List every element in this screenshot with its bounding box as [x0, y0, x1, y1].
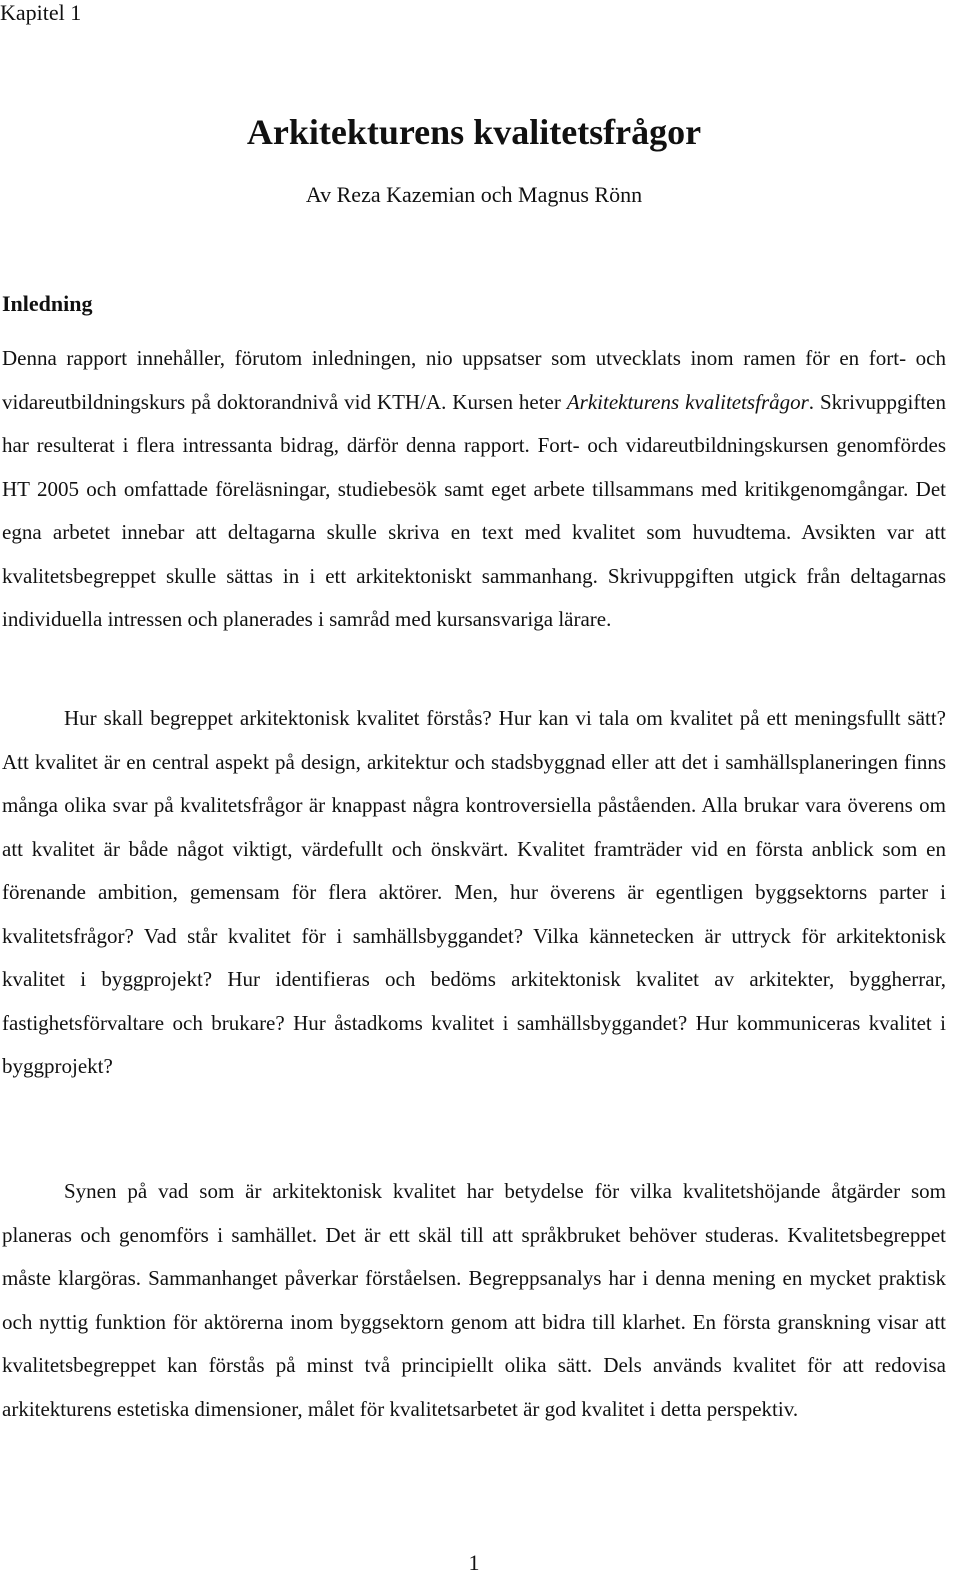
paragraph-1-text-end: . Skrivuppgiften har resulterat i flera intressanta bidrag, därför denna rapport. Fort- och vidareutbildningskursen genomfördes HT 2005 och omfattade föreläsningar, studiebesök samt eget arbete tillsammans med kritikgenomgångar. Det egna arbetet innebar att deltagarna skulle skriva en text med kvalitet som huvudtema. Avsikten var att kvalitetsbegreppet skulle sättas in i ett arkitektoniskt sammanhang. Skrivuppgiften utgick från deltagarnas individuella intressen och planerades i samråd med kursansvariga lärare.	[2, 389, 946, 631]
paragraph-3	[2, 1170, 946, 1431]
section-heading: Inledning	[2, 291, 93, 316]
paragraph-1-text	[2, 337, 946, 642]
paragraph-3-text: Synen på vad som är arkitektonisk kvalitet har betydelse för vilka kvalitetshöjande åtgärder som planeras och genomförs i samhället. Det är ett skäl till att språkbruket behöver studeras. Kvalitetsbegreppet måste klargöras. Sammanhanget påverkar förståelsen. Begreppsanalys har i denna mening en mycket praktisk och nyttig funktion för aktörerna inom byggsektorn genom att bidra till klarhet. En första granskning visar att kvalitetsbegreppet kan förstås på minst två principiellt olika sätt. Dels används kvalitet för att redovisa arkitekturens estetiska dimensioner, målet för kvalitetsarbetet är god kvalitet i detta perspektiv.	[2, 1179, 946, 1421]
chapter-header: Kapitel 1	[0, 0, 82, 25]
paragraph-2-text: Hur skall begreppet arkitektonisk kvalitet förstås? Hur kan vi tala om kvalitet på ett meningsfullt sätt? Att kvalitet är en central aspekt på design, arkitektur och stadsbyggnad eller att det i samhällsplaneringen finns många olika svar på kvalitetsfrågor är knappast några kontroversiella påståenden. Alla brukar vara överens om att kvalitet är både något viktigt, värdefullt och önskvärt. Kvalitet framträder vid en första anblick som en förenande ambition, gemensam för flera aktörer. Men, hur överens är egentligen byggsektorns parter i kvalitetsfrågor? Vad står kvalitet för i samhällsbyggandet? Vilka kännetecken är uttryck för arkitektonisk kvalitet i byggprojekt? Hur identifieras och bedöms arkitektonisk kvalitet av arkitekter, byggherrar, fastighetsförvaltare och brukare? Hur åstadkoms kvalitet i samhällsbyggandet? Hur kommuniceras kvalitet i byggprojekt?	[2, 706, 946, 1078]
document-title: Arkitekturens kvalitetsfrågor	[246, 112, 702, 152]
paragraph-1	[2, 337, 946, 642]
page-number: 1	[468, 1550, 480, 1575]
paragraph-2	[2, 697, 946, 1089]
document-authors: Av Reza Kazemian och Magnus Rönn	[305, 182, 643, 207]
course-name-italic: Arkitekturens kvalitetsfrågor	[566, 389, 809, 414]
paragraph-1-text-start: Denna rapport innehåller, förutom inledningen, nio uppsatser som utvecklats inom ramen för en fort- och vidareutbildningskurs på doktorandnivå vid KTH/A. Kursen heter	[2, 346, 946, 414]
